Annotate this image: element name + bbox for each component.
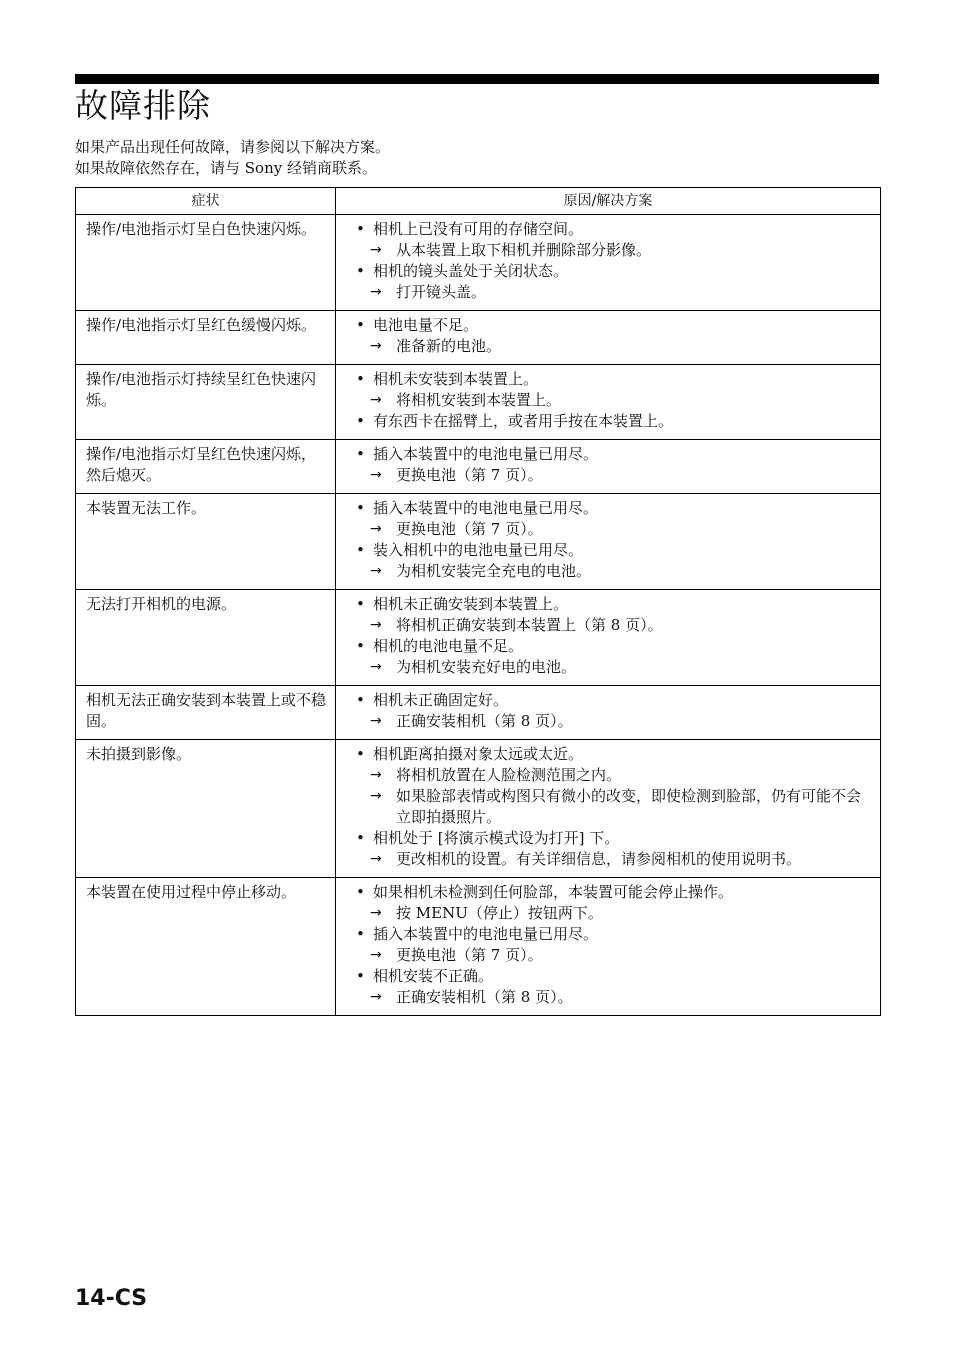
cause-item (346, 636, 872, 657)
solution-item (346, 987, 872, 1008)
header-symptom: 症状 (76, 188, 336, 215)
table-row (76, 440, 881, 494)
cause-item (346, 966, 872, 987)
arrow-right-icon: → (370, 521, 382, 537)
cause-item (346, 369, 872, 390)
cause-item (346, 540, 872, 561)
item-text: 相机上已没有可用的存储空间。 (373, 220, 584, 238)
arrow-right-icon: → (370, 851, 382, 867)
bullet-icon: • (356, 499, 365, 517)
bullet-icon: • (356, 637, 365, 655)
solution-item (346, 282, 872, 303)
item-text: 插入本装置中的电池电量已用尽。 (373, 925, 599, 943)
item-text: 插入本装置中的电池电量已用尽。 (373, 499, 599, 517)
arrow-right-icon: → (370, 788, 382, 804)
item-text: 为相机安装充好电的电池。 (396, 658, 577, 676)
solution-cell (336, 740, 881, 878)
item-text: 装入相机中的电池电量已用尽。 (373, 541, 584, 559)
cause-item (346, 315, 872, 336)
solution-cell (336, 215, 881, 311)
item-text: 打开镜头盖。 (396, 283, 487, 301)
symptom-cell: 本装置无法工作。 (76, 494, 336, 590)
cause-item (346, 828, 872, 849)
item-text: 从本装置上取下相机并删除部分影像。 (396, 241, 652, 259)
solution-item (346, 615, 872, 636)
arrow-right-icon: → (370, 659, 382, 675)
item-text: 相机处于 [将演示模式设为打开] 下。 (373, 829, 620, 847)
item-text: 更改相机的设置。有关详细信息，请参阅相机的使用说明书。 (396, 850, 802, 868)
cause-item (346, 444, 872, 465)
item-text: 电池电量不足。 (373, 316, 479, 334)
item-text: 将相机安装到本装置上。 (396, 391, 562, 409)
arrow-right-icon: → (370, 338, 382, 354)
table-row (76, 590, 881, 686)
bullet-icon: • (356, 967, 365, 985)
bullet-icon: • (356, 220, 365, 238)
arrow-right-icon: → (370, 467, 382, 483)
item-text: 将相机正确安装到本装置上（第 8 页）。 (396, 616, 663, 634)
bullet-icon: • (356, 541, 365, 559)
item-text: 相机未正确安装到本装置上。 (373, 595, 569, 613)
solution-item (346, 336, 872, 357)
solution-item (346, 786, 872, 828)
solution-item (346, 561, 872, 582)
table-body (76, 215, 881, 1016)
bullet-icon: • (356, 262, 365, 280)
solution-item (346, 519, 872, 540)
table-row (76, 740, 881, 878)
table-row (76, 215, 881, 311)
cause-item (346, 219, 872, 240)
arrow-right-icon: → (370, 242, 382, 258)
solution-item (346, 711, 872, 732)
solution-item (346, 765, 872, 786)
bullet-icon: • (356, 925, 365, 943)
solution-item (346, 849, 872, 870)
symptom-cell: 操作/电池指示灯持续呈红色快速闪烁。 (76, 365, 336, 440)
solution-item (346, 465, 872, 486)
item-text: 相机的电池电量不足。 (373, 637, 524, 655)
solution-item (346, 390, 872, 411)
arrow-right-icon: → (370, 713, 382, 729)
item-text: 更换电池（第 7 页）。 (396, 946, 543, 964)
table-row (76, 878, 881, 1016)
solution-cell (336, 311, 881, 365)
intro-text (75, 137, 390, 179)
item-text: 将相机放置在人脸检测范围之内。 (396, 766, 622, 784)
arrow-right-icon: → (370, 617, 382, 633)
solution-cell (336, 365, 881, 440)
symptom-cell: 无法打开相机的电源。 (76, 590, 336, 686)
bullet-icon: • (356, 829, 365, 847)
bullet-icon: • (356, 412, 365, 430)
page-number: 14-CS (75, 1286, 148, 1311)
arrow-right-icon: → (370, 905, 382, 921)
arrow-right-icon: → (370, 563, 382, 579)
cause-item (346, 924, 872, 945)
table-row (76, 494, 881, 590)
intro-line: 如果产品出现任何故障，请参阅以下解决方案。 (75, 138, 391, 156)
solution-cell (336, 494, 881, 590)
solution-cell (336, 440, 881, 494)
bullet-icon: • (356, 745, 365, 763)
solution-cell (336, 590, 881, 686)
item-text: 正确安装相机（第 8 页）。 (396, 988, 573, 1006)
header-cause-solution: 原因/解决方案 (336, 188, 881, 215)
symptom-cell: 未拍摄到影像。 (76, 740, 336, 878)
item-text: 相机距离拍摄对象太远或太近。 (373, 745, 584, 763)
cause-item (346, 882, 872, 903)
item-text: 按 MENU（停止）按钮两下。 (396, 904, 603, 922)
item-text: 插入本装置中的电池电量已用尽。 (373, 445, 599, 463)
item-text: 正确安装相机（第 8 页）。 (396, 712, 573, 730)
item-text: 有东西卡在摇臂上，或者用手按在本装置上。 (373, 412, 674, 430)
table-row (76, 311, 881, 365)
solution-item (346, 240, 872, 261)
bullet-icon: • (356, 316, 365, 334)
arrow-right-icon: → (370, 947, 382, 963)
arrow-right-icon: → (370, 767, 382, 783)
bullet-icon: • (356, 595, 365, 613)
solution-item (346, 903, 872, 924)
item-text: 相机的镜头盖处于关闭状态。 (373, 262, 569, 280)
solution-cell (336, 686, 881, 740)
intro-line: 如果故障依然存在，请与 Sony 经销商联系。 (75, 159, 377, 177)
symptom-cell: 操作/电池指示灯呈白色快速闪烁。 (76, 215, 336, 311)
symptom-cell: 操作/电池指示灯呈红色缓慢闪烁。 (76, 311, 336, 365)
cause-item (346, 594, 872, 615)
item-text: 为相机安装完全充电的电池。 (396, 562, 592, 580)
cause-item (346, 261, 872, 282)
symptom-cell: 操作/电池指示灯呈红色快速闪烁，然后熄灭。 (76, 440, 336, 494)
page-title: 故障排除 (75, 86, 211, 125)
item-text: 更换电池（第 7 页）。 (396, 466, 543, 484)
solution-item (346, 657, 872, 678)
symptom-cell: 相机无法正确安装到本装置上或不稳固。 (76, 686, 336, 740)
cause-item (346, 498, 872, 519)
solution-item (346, 945, 872, 966)
table-row (76, 686, 881, 740)
item-text: 如果脸部表情或构图只有微小的改变，即使检测到脸部，仍有可能不会立即拍摄照片。 (396, 787, 862, 826)
symptom-cell: 本装置在使用过程中停止移动。 (76, 878, 336, 1016)
arrow-right-icon: → (370, 989, 382, 1005)
item-text: 更换电池（第 7 页）。 (396, 520, 543, 538)
item-text: 如果相机未检测到任何脸部，本装置可能会停止操作。 (373, 883, 734, 901)
cause-item (346, 690, 872, 711)
arrow-right-icon: → (370, 392, 382, 408)
table-row (76, 365, 881, 440)
arrow-right-icon: → (370, 284, 382, 300)
item-text: 相机未安装到本装置上。 (373, 370, 539, 388)
cause-item (346, 744, 872, 765)
troubleshooting-table (75, 187, 881, 1016)
cause-item (346, 411, 872, 432)
solution-cell (336, 878, 881, 1016)
bullet-icon: • (356, 883, 365, 901)
title-rule (75, 74, 879, 84)
item-text: 相机安装不正确。 (373, 967, 494, 985)
bullet-icon: • (356, 691, 365, 709)
bullet-icon: • (356, 370, 365, 388)
bullet-icon: • (356, 445, 365, 463)
item-text: 相机未正确固定好。 (373, 691, 509, 709)
table-header-row (76, 188, 881, 215)
item-text: 准备新的电池。 (396, 337, 502, 355)
